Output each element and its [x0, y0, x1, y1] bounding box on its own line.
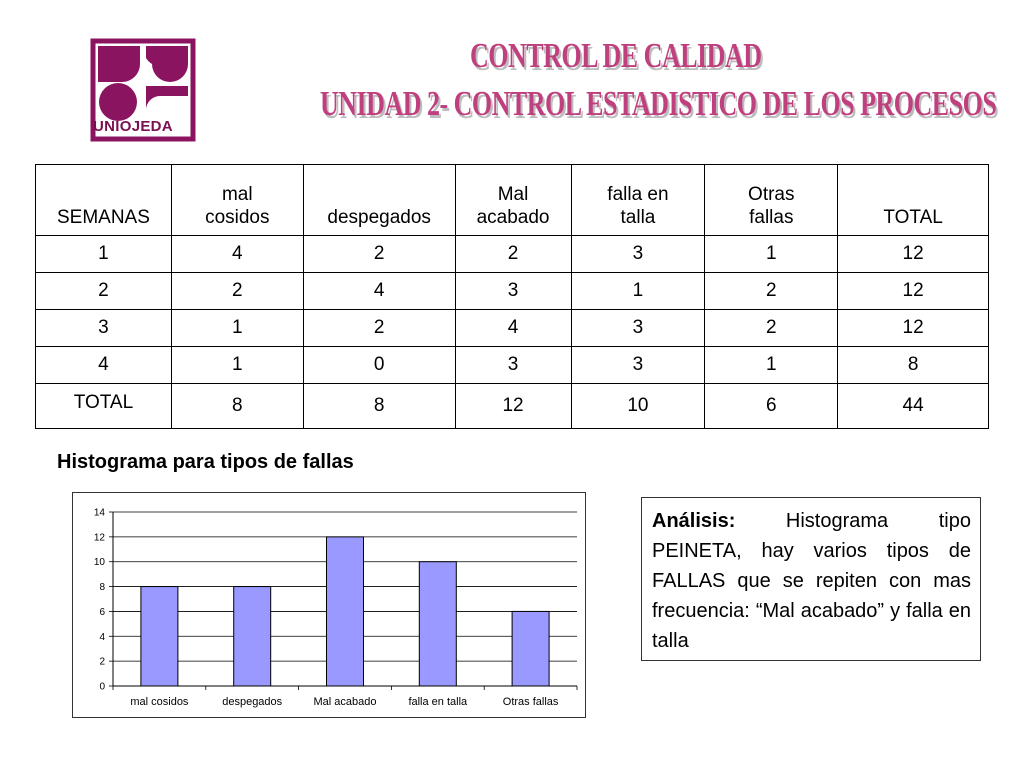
header-total: TOTAL: [838, 165, 989, 236]
header-despegados: despegados: [303, 165, 455, 236]
table-cell: 2: [705, 273, 838, 310]
x-tick-label: Mal acabado: [313, 696, 377, 708]
table-cell: 3: [455, 347, 571, 384]
logo-shape-bottom-right: [146, 86, 188, 110]
table-cell: 4: [455, 310, 571, 347]
analysis-box: [641, 497, 981, 661]
table-cell: 12: [455, 384, 571, 429]
table-cell: 1: [171, 310, 303, 347]
y-tick-label: 12: [93, 532, 105, 544]
table-cell: 4: [171, 236, 303, 273]
table-cell: 3: [571, 347, 705, 384]
logo-shape-circle: [99, 83, 137, 121]
bar: [141, 587, 178, 686]
y-tick-label: 2: [99, 656, 105, 668]
header-mal-acabado: Mal acabado: [455, 165, 571, 236]
table-cell: 4: [303, 273, 455, 310]
table-cell: 2: [455, 236, 571, 273]
header-falla-en-talla: falla en talla: [571, 165, 705, 236]
table-cell: 12: [838, 236, 989, 273]
bar: [327, 537, 364, 686]
histogram-title: Histograma para tipos de fallas: [57, 451, 354, 473]
header-semanas: SEMANAS: [36, 165, 172, 236]
table-row: [36, 347, 989, 384]
table-cell: 3: [571, 310, 705, 347]
header-otras-fallas: Otras fallas: [705, 165, 838, 236]
logo-shape-top-left: [98, 46, 140, 82]
table-cell: 10: [571, 384, 705, 429]
y-tick-label: 4: [99, 631, 105, 643]
table-header-row: [36, 165, 989, 236]
slide-title: CONTROL DE CALIDAD: [470, 36, 762, 76]
histogram-svg: [73, 493, 587, 719]
table-cell: 8: [838, 347, 989, 384]
x-tick-label: mal cosidos: [130, 696, 189, 708]
bar: [234, 587, 271, 686]
y-tick-label: 14: [93, 507, 105, 519]
table-cell: 6: [705, 384, 838, 429]
bar: [512, 611, 549, 686]
y-tick-label: 6: [99, 606, 105, 618]
table-cell: 1: [705, 347, 838, 384]
table-cell: 2: [705, 310, 838, 347]
table-cell: 3: [571, 236, 705, 273]
bar: [419, 562, 456, 686]
x-tick-label: falla en talla: [408, 696, 468, 708]
table-cell: 1: [571, 273, 705, 310]
analysis-label: Análisis:: [652, 510, 736, 532]
table-cell: 44: [838, 384, 989, 429]
histogram-chart: [72, 492, 586, 718]
x-tick-label: despegados: [222, 696, 283, 708]
table-row: [36, 310, 989, 347]
table-cell: 8: [303, 384, 455, 429]
y-tick-label: 8: [99, 582, 105, 594]
header-mal-cosidos: mal cosidos: [171, 165, 303, 236]
slide-subtitle: UNIDAD 2- CONTROL ESTADISTICO DE LOS PROCESOS: [320, 84, 997, 124]
y-tick-label: 0: [99, 681, 105, 693]
logo-text: UNIOJEDA: [93, 118, 173, 135]
table-cell: 8: [171, 384, 303, 429]
table-cell: 2: [171, 273, 303, 310]
table-cell: TOTAL: [36, 384, 172, 429]
table-cell: 1: [171, 347, 303, 384]
table-row: [36, 236, 989, 273]
table-cell: 3: [455, 273, 571, 310]
table-row: [36, 273, 989, 310]
table-cell: 12: [838, 273, 989, 310]
defects-table: [35, 164, 989, 429]
table-cell: 1: [36, 236, 172, 273]
x-tick-label: Otras fallas: [502, 696, 559, 708]
table-cell: 0: [303, 347, 455, 384]
table-cell: 2: [303, 236, 455, 273]
y-tick-label: 10: [93, 557, 105, 569]
table-cell: 3: [36, 310, 172, 347]
table-cell: 4: [36, 347, 172, 384]
table-total-row: [36, 384, 989, 429]
table-cell: 2: [303, 310, 455, 347]
analysis-text: Histograma tipo PEINETA, hay varios tipos de FALLAS que se repiten con mas frecuencia: “Mal acabado” y falla en talla: [652, 510, 971, 652]
table-cell: 12: [838, 310, 989, 347]
table-cell: 2: [36, 273, 172, 310]
logo-shape-top-right: [146, 46, 188, 82]
table-cell: 1: [705, 236, 838, 273]
